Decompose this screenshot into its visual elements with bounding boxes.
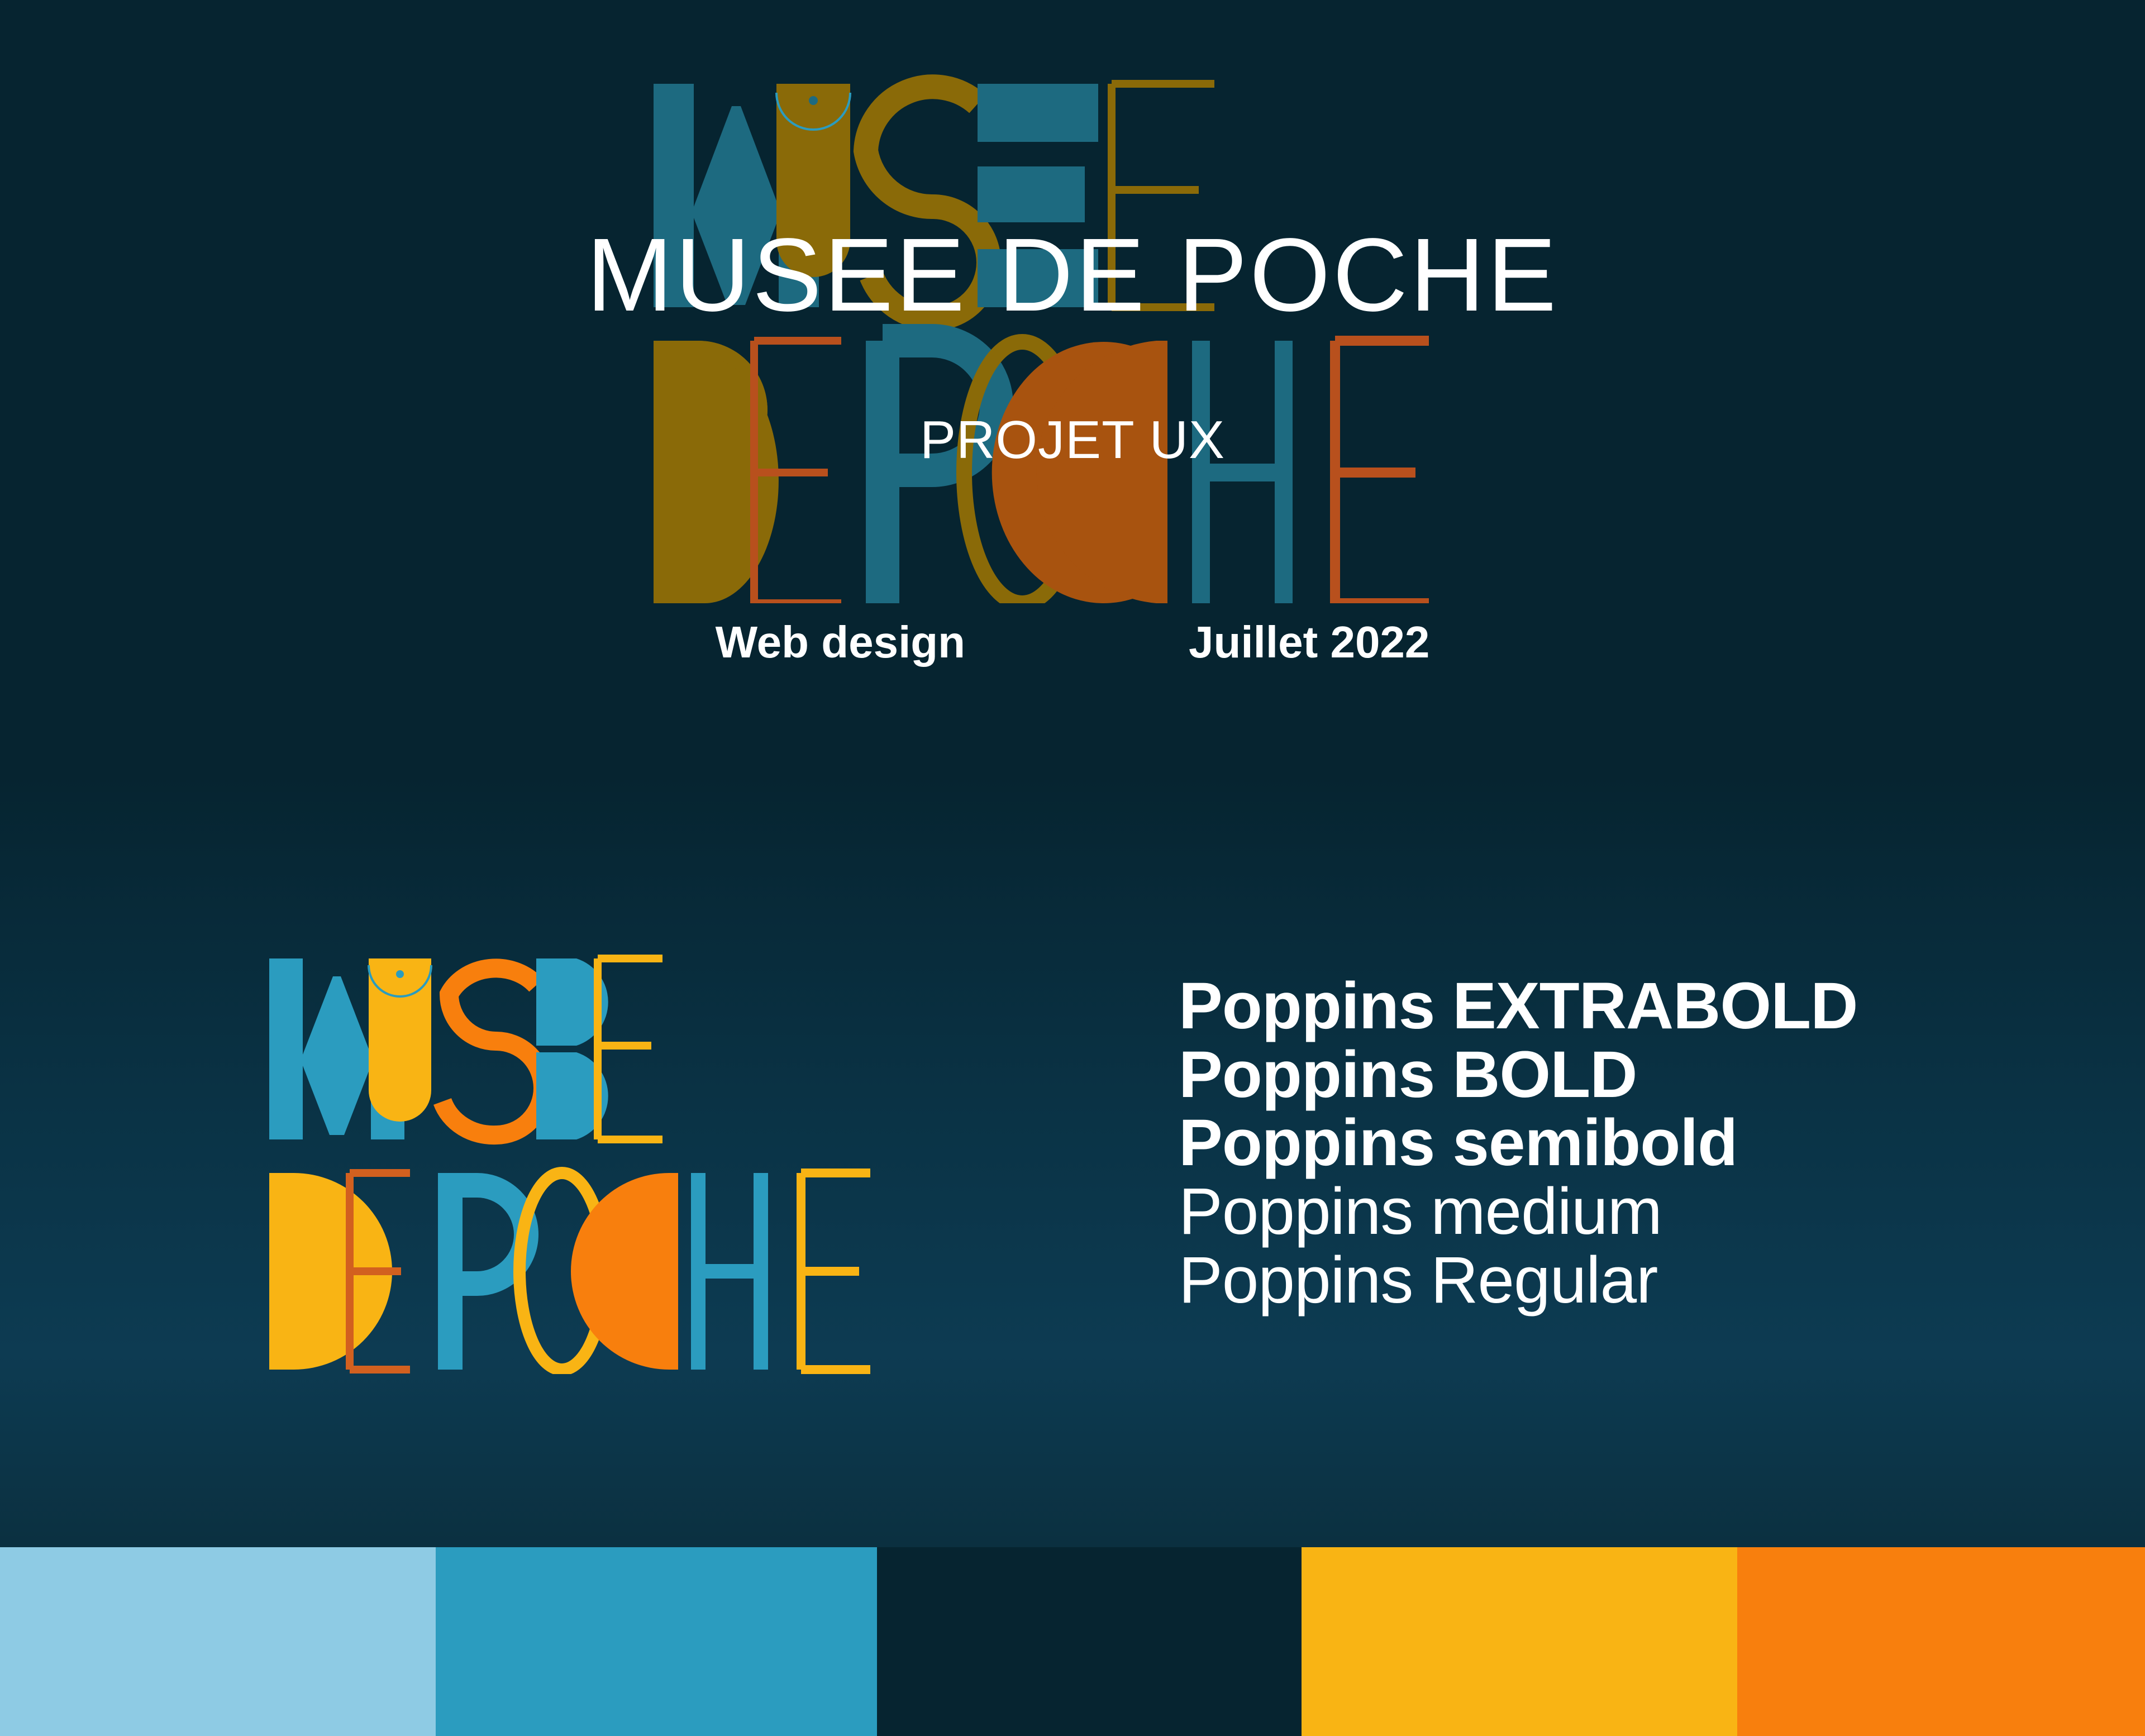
typography-samples (1179, 969, 2050, 1317)
swatch-teal-blue (436, 1547, 877, 1736)
type-sample-medium: Poppins medium (1179, 1175, 1662, 1249)
swatch-amber-yellow (1302, 1547, 1737, 1736)
swatch-dark-navy (877, 1547, 1302, 1736)
hero-meta (0, 617, 2145, 667)
meta-date: Juillet 2022 (1189, 617, 1430, 667)
swatch-light-blue (0, 1547, 436, 1736)
hero-panel (0, 0, 2145, 771)
color-palette (0, 1547, 2145, 1736)
type-sample-bold: Poppins BOLD (1179, 1037, 1637, 1112)
watermark-logo (642, 73, 1514, 603)
brand-logo (263, 950, 950, 1374)
type-sample-semibold: Poppins semibold (1179, 1106, 1738, 1180)
meta-discipline: Web design (715, 617, 966, 667)
type-sample-regular: Poppins Regular (1179, 1243, 1658, 1317)
page-subtitle: PROJET UX (920, 410, 1225, 470)
type-sample-extrabold: Poppins EXTRABOLD (1179, 969, 1858, 1043)
swatch-orange (1737, 1547, 2145, 1736)
page-title: MUSEE DE POCHE (586, 217, 1559, 333)
